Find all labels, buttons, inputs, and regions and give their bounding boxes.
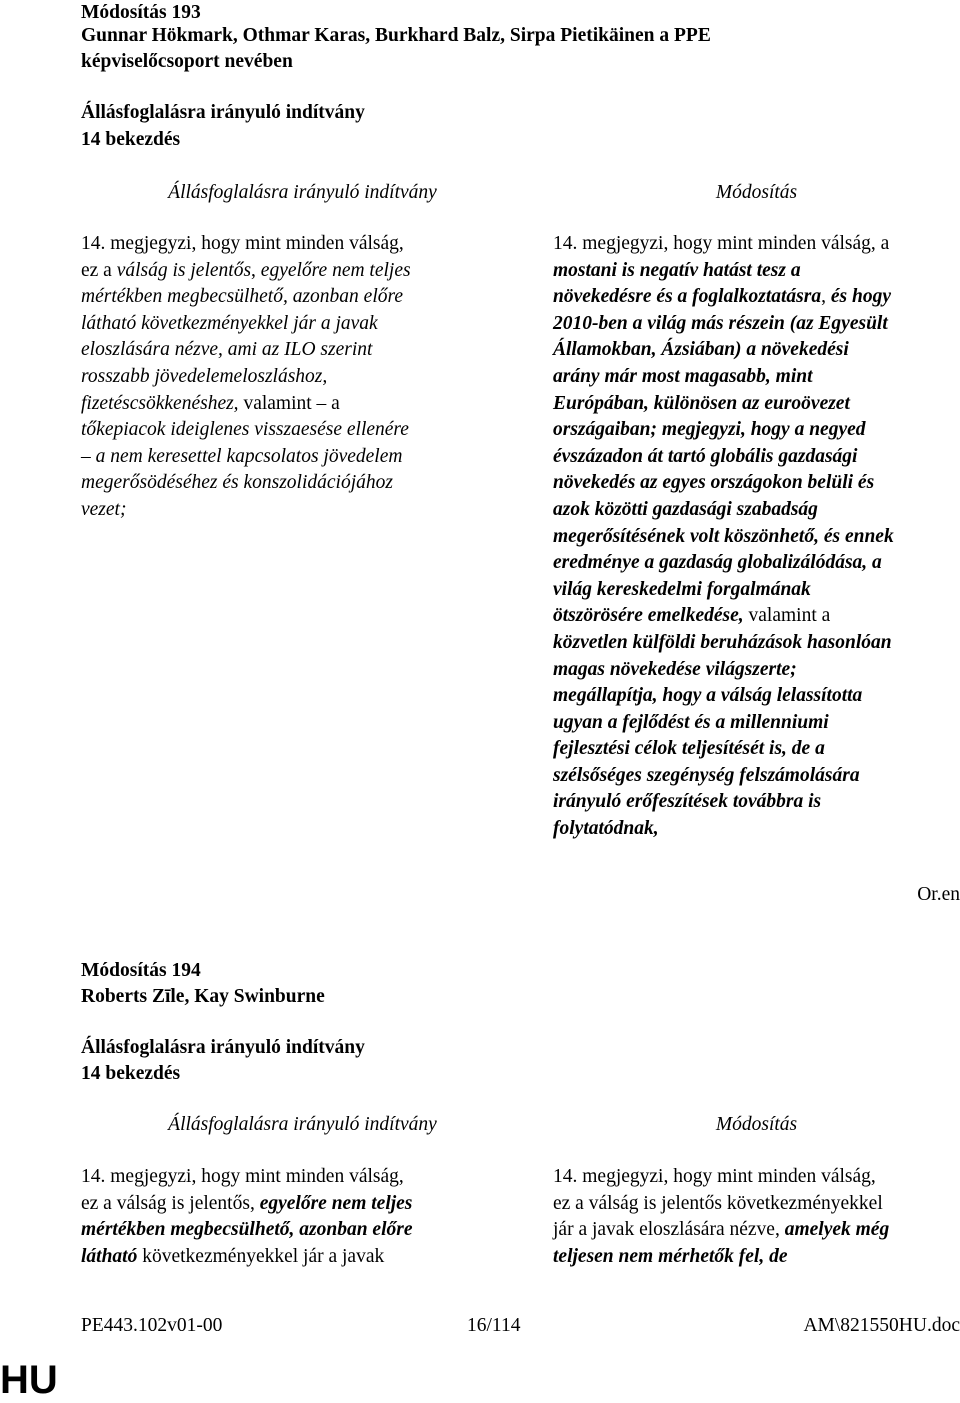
text-line [81,1244,412,1271]
text-line [81,1164,412,1191]
text-line [553,816,894,843]
amendment-193-right-heading: Módosítás [715,182,798,203]
text-line [81,470,411,497]
text-line [553,337,894,364]
text-run: egyelőre nem teljes [260,259,411,281]
text-line [81,284,411,311]
amendment-193-original-text [81,231,411,524]
text-run: ez a válság is jelentős következményekkel [553,1192,883,1214]
text-run: egyelőre nem teljes [259,1192,413,1214]
text-line [553,1217,889,1244]
footer-page-number: 16/114 [467,1315,521,1336]
text-line [553,524,894,551]
text-run: ugyan a fejlődést és a millenniumi [553,711,829,733]
footer-file-name: AM\821550HU.doc [803,1315,960,1336]
footer-doc-reference: PE443.102v01-00 [81,1315,223,1336]
text-line [81,231,411,258]
text-line [81,444,411,471]
text-line [553,1244,889,1271]
text-run: 14. megjegyzi, hogy mint minden válság, [553,1166,876,1187]
text-line [81,417,411,444]
text-line [553,736,894,763]
amendment-193-doc-title: Állásfoglalásra irányuló indítvány [81,102,365,123]
text-line [553,364,894,391]
text-line [553,550,894,577]
text-run: jár a javak eloszlására nézve, [553,1219,785,1241]
text-run: országaiban; megjegyzi, hogy a negyed [553,419,866,441]
text-line [553,391,894,418]
text-line [553,630,894,657]
text-run: évszázadon át tartó globális gazdasági [553,445,858,467]
text-run: megerősödéséhez és konszolidációjához [81,472,393,494]
text-run: irányuló erőfeszítések továbbra is [553,791,822,813]
text-line [553,231,894,258]
amendment-193-language: Or.en [917,884,960,905]
text-line [553,710,894,737]
text-line [553,657,894,684]
text-run: következményekkel jár a javak [137,1245,385,1267]
text-run: és hogy [830,286,891,308]
text-line [553,284,894,311]
text-run: valamint – a [238,392,340,414]
amendment-193-group: képviselőcsoport nevében [81,51,293,72]
text-run: valamint a [743,605,831,627]
text-run: Európában, különösen az euroövezet [553,392,850,414]
text-run: 14. megjegyzi, hogy mint minden válság, [81,233,404,254]
text-run: , [251,259,261,281]
amendment-193-paragraph: 14 bekezdés [81,129,181,150]
text-line [81,337,411,364]
text-run: fejlesztési célok teljesítését is, de a [553,738,825,760]
text-run: megerősítésének volt köszönhető, és ennek [553,525,894,547]
text-run: – a nem keresettel kapcsolatos jövedelem [81,445,403,467]
amendment-193-authors: Gunnar Hökmark, Othmar Karas, Burkhard Balz, Sirpa Pietikäinen a PPE [81,25,711,46]
text-run: megállapítja, hogy a válság lelassította [553,685,863,707]
text-run: fizetéscsökkenéshez, [81,392,239,414]
text-run: ez a válság is jelentős, [81,1192,260,1214]
text-run: ötszörösére emelkedése, [553,605,744,627]
amendment-194-original-text [81,1164,412,1270]
text-run: mostani is negatív hatást tesz a [553,259,801,281]
amendment-194-right-heading: Módosítás [715,1114,798,1135]
amendment-194-number: Módosítás 194 [81,960,201,981]
text-run: mértékben megbecsülhető, azonban előre [81,286,404,308]
amendment-194-amended-text [553,1164,889,1270]
text-run: 14. megjegyzi, hogy mint minden válság, [81,1166,404,1187]
text-line [553,470,894,497]
text-run: látható [81,1245,138,1267]
text-run: arány már most magasabb, mint [553,365,813,387]
text-run: növekedésre és a foglalkoztatásra [553,286,822,308]
text-run: közvetlen külföldi beruházások hasonlóan [553,631,892,653]
text-line [553,603,894,630]
text-run: amelyek még [784,1219,890,1241]
footer-language-code: HU [0,1358,58,1402]
text-line [81,1191,412,1218]
amendment-194-doc-title: Állásfoglalásra irányuló indítvány [81,1037,365,1058]
text-line [553,311,894,338]
text-line [81,311,411,338]
text-run: ez a [81,259,117,281]
text-line [553,577,894,604]
text-line [553,683,894,710]
amendment-193-left-heading: Állásfoglalásra irányuló indítvány [168,182,437,203]
text-line [553,497,894,524]
text-run: , [821,286,831,308]
text-line [553,789,894,816]
amendment-193-number: Módosítás 193 [81,2,201,23]
text-line [553,444,894,471]
text-run: Államokban, Ázsiában) a növekedési [553,339,849,361]
text-run: látható következményekkel jár a javak [81,312,378,334]
text-line [81,1217,412,1244]
text-run: rosszabb jövedelemeloszláshoz, [81,365,328,387]
text-run: folytatódnak, [553,818,659,840]
text-line [553,417,894,444]
text-run: eloszlására nézve, ami az ILO szerint [81,339,373,361]
text-run: mértékben megbecsülhető, azonban előre [81,1219,413,1241]
amendment-194-paragraph: 14 bekezdés [81,1063,181,1084]
text-line [553,258,894,285]
amendment-194-left-heading: Állásfoglalásra irányuló indítvány [168,1114,437,1135]
text-run: azok közötti gazdasági szabadság [553,498,818,520]
text-run: magas növekedése világszerte; [553,658,797,680]
text-run: világ kereskedelmi forgalmának [553,578,811,600]
text-line [553,763,894,790]
text-line [81,364,411,391]
text-run: növekedés az egyes országokon belüli és [553,472,875,494]
text-line [81,497,411,524]
text-line [553,1191,889,1218]
text-run: vezet; [81,498,127,520]
amendment-193-amended-text [553,231,894,843]
text-run: 2010-ben a világ más részein (az Egyesült [553,312,888,334]
text-run: válság is jelentős [116,259,252,281]
text-line [553,1164,889,1191]
text-run: tőkepiacok ideiglenes visszaesése ellenére [81,419,409,441]
text-run: szélsőséges szegénység felszámolására [553,764,860,786]
text-run: 14. megjegyzi, hogy mint minden válság, a [553,233,890,254]
text-run: teljesen nem mérhetők fel, de [553,1245,788,1267]
text-line [81,391,411,418]
amendment-194-authors: Roberts Zīle, Kay Swinburne [81,986,325,1007]
text-line [81,258,411,285]
text-run: eredménye a gazdaság globalizálódása, a [553,552,882,574]
